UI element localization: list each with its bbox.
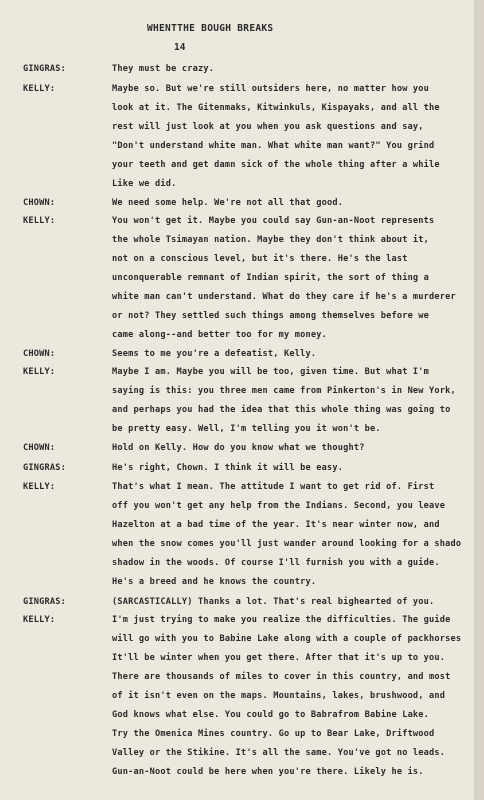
dialogue-line: Try the Omenica Mines country. Go up to Bear Lake, Driftwood	[112, 729, 435, 739]
dialogue-line: I'm just trying to make you realize the difficulties. The guide	[112, 615, 451, 625]
dialogue-line: He's right, Chown. I think it will be easy.	[112, 463, 344, 473]
dialogue-line: Hazelton at a bad time of the year. It's near winter now, and	[112, 520, 440, 530]
dialogue-line: unconquerable remnant of Indian spirit, the sort of thing a	[112, 273, 430, 283]
dialogue-line: Hold on Kelly. How do you know what we thought?	[112, 443, 365, 453]
dialogue-line: off you won't get any help from the Indians. Second, you leave	[112, 501, 446, 511]
speaker-name: CHOWN:	[23, 349, 56, 359]
dialogue-line: of it isn't even on the maps. Mountains, lakes, brushwood, and	[112, 691, 446, 701]
dialogue-line: be pretty easy. Well, I'm telling you it won't be.	[112, 424, 381, 434]
speaker-name: GINGRAS:	[23, 64, 66, 74]
dialogue-line: Maybe so. But we're still outsiders here, no matter how you	[112, 84, 430, 94]
dialogue-line: He's a breed and he knows the country.	[112, 577, 317, 587]
speaker-name: GINGRAS:	[23, 463, 66, 473]
dialogue-line: will go with you to Babine Lake along with a couple of packhorses	[112, 634, 462, 644]
dialogue-line: not on a conscious level, but it's there. He's the last	[112, 254, 408, 264]
page-edge	[474, 0, 484, 800]
dialogue-line: came along--and better too for my money.	[112, 330, 327, 340]
dialogue-line: They must be crazy.	[112, 64, 215, 74]
dialogue-line: Valley or the Stikine. It's all the same. You've got no leads.	[112, 748, 446, 758]
dialogue-line: (SARCASTICALLY) Thanks a lot. That's real bighearted of you.	[112, 597, 435, 607]
dialogue-line: You won't get it. Maybe you could say Gun-an-Noot represents	[112, 216, 435, 226]
dialogue-line: shadow in the woods. Of course I'll furnish you with a guide.	[112, 558, 440, 568]
speaker-name: CHOWN:	[23, 443, 56, 453]
speaker-name: KELLY:	[23, 482, 56, 492]
speaker-name: GINGRAS:	[23, 597, 66, 607]
dialogue-line: saying is this: you three men came from Pinkerton's in New York,	[112, 386, 456, 396]
dialogue-line: "Don't understand white man. What white man want?" You grind	[112, 141, 435, 151]
dialogue-line: We need some help. We're not all that good.	[112, 198, 344, 208]
dialogue-line: It'll be winter when you get there. After that it's up to you.	[112, 653, 446, 663]
dialogue-line: and perhaps you had the idea that this whole thing was going to	[112, 405, 451, 415]
dialogue-line: when the snow comes you'll just wander around looking for a shado	[112, 539, 462, 549]
page-number: 14	[174, 42, 186, 53]
dialogue-line: That's what I mean. The attitude I want to get rid of. First	[112, 482, 435, 492]
speaker-name: KELLY:	[23, 615, 56, 625]
dialogue-line: look at it. The Gitenmaks, Kitwinkuls, Kispayaks, and all the	[112, 103, 440, 113]
dialogue-line: There are thousands of miles to cover in this country, and most	[112, 672, 451, 682]
speaker-name: KELLY:	[23, 84, 56, 94]
dialogue-line: Seems to me you're a defeatist, Kelly.	[112, 349, 317, 359]
speaker-name: KELLY:	[23, 367, 56, 377]
dialogue-line: Maybe I am. Maybe you will be too, given time. But what I'm	[112, 367, 430, 377]
dialogue-line: rest will just look at you when you ask questions and say,	[112, 122, 424, 132]
dialogue-line: or not? They settled such things among themselves before we	[112, 311, 430, 321]
dialogue-line: Gun-an-Noot could be here when you're there. Likely he is.	[112, 767, 424, 777]
speaker-name: KELLY:	[23, 216, 56, 226]
dialogue-line: white man can't understand. What do they care if he's a murderer	[112, 292, 456, 302]
page-title: WHENTTHE BOUGH BREAKS	[147, 23, 274, 34]
dialogue-line: the whole Tsimayan nation. Maybe they don't think about it,	[112, 235, 430, 245]
dialogue-line: your teeth and get damn sick of the whole thing after a while	[112, 160, 440, 170]
speaker-name: CHOWN:	[23, 198, 56, 208]
dialogue-line: God knows what else. You could go to Babrafrom Babine Lake.	[112, 710, 430, 720]
dialogue-line: Like we did.	[112, 179, 177, 189]
